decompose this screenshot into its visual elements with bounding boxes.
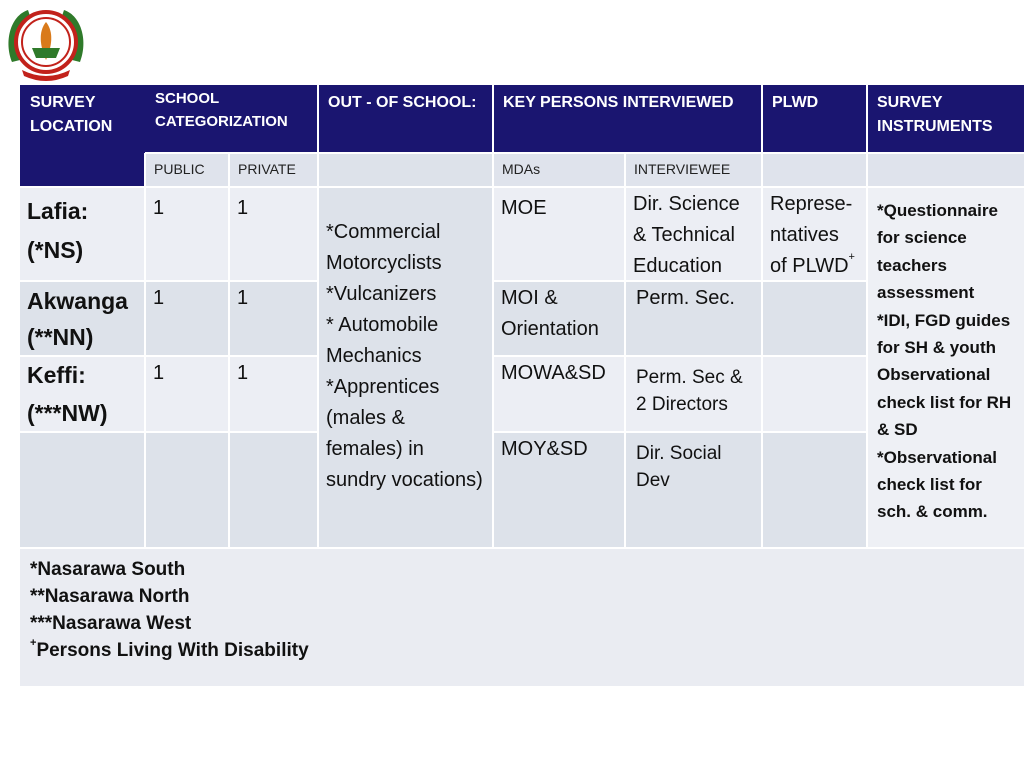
grid-line — [20, 355, 318, 357]
subheader-public-label: PUBLIC — [154, 161, 205, 177]
location-name: Keffi: — [27, 362, 86, 388]
subheader-mdas-label: MDAs — [502, 161, 541, 177]
public-count-value: 1 — [153, 287, 165, 309]
header-survey-instruments — [867, 85, 1024, 153]
grid-line — [144, 153, 146, 548]
location-name: Akwanga — [27, 288, 128, 314]
subheader-private-label: PRIVATE — [238, 161, 296, 177]
grid-line — [20, 431, 318, 433]
plwd-cell — [762, 281, 867, 356]
subheader-plwd-blank — [762, 153, 867, 187]
legend-item: *Nasarawa South — [30, 559, 186, 580]
location-name: Lafia: — [27, 198, 89, 224]
survey-instruments-cell — [867, 187, 1024, 548]
location-zone: (***NW) — [27, 400, 108, 426]
mda-cell — [493, 356, 625, 432]
out-of-school-item: *Apprentices (males & females) in sundry vocations) — [326, 376, 483, 491]
interviewee-cell — [625, 281, 762, 356]
interviewee-name: Perm. Sec. — [636, 287, 735, 309]
grid-line — [317, 85, 319, 548]
location-akwanga — [20, 281, 145, 356]
public-count — [145, 432, 229, 548]
header-key-persons-label: KEY PERSONS INTERVIEWED — [503, 94, 734, 111]
subheader-instruments-blank — [867, 153, 1024, 187]
plwd-cell — [762, 432, 867, 548]
subheader-private — [229, 153, 318, 187]
header-school-categorization — [145, 85, 318, 153]
public-count — [145, 356, 229, 432]
interviewee-name: Dir. Science & Technical Education — [633, 193, 740, 277]
plwd-cell — [762, 187, 867, 281]
out-of-school-item: * Automobile Mechanics — [326, 314, 439, 367]
location-blank — [20, 432, 145, 548]
instrument-item: *IDI, FGD guides for SH & youth — [877, 310, 1011, 358]
private-count-value: 1 — [237, 287, 249, 309]
out-of-school-item: *Vulcanizers — [326, 283, 437, 305]
grid-line — [493, 355, 867, 357]
location-zone: (**NN) — [27, 324, 94, 350]
grid-line — [20, 280, 318, 282]
header-school-categorization-label: SCHOOL CATEGORIZATION — [155, 90, 288, 130]
mda-cell — [493, 281, 625, 356]
grid-line — [492, 85, 494, 548]
mda-cell — [493, 432, 625, 548]
private-count — [229, 187, 318, 281]
instrument-item: Observational check list for RH & SD — [877, 365, 1012, 440]
header-survey-location — [20, 85, 145, 186]
interviewee-cell — [625, 187, 762, 281]
subheader-mdas — [493, 153, 625, 187]
footer-legend — [20, 548, 1024, 686]
plwd-text: Represe-ntatives of PLWD — [770, 193, 853, 277]
coat-of-arms-logo — [2, 2, 90, 84]
header-survey-location-label: SURVEY LOCATION — [30, 94, 113, 135]
private-count-value: 1 — [237, 197, 249, 219]
interviewee-cell — [625, 432, 762, 548]
grid-line — [624, 153, 626, 548]
private-count-value: 1 — [237, 362, 249, 384]
mda-name: MOE — [501, 197, 547, 219]
public-count — [145, 281, 229, 356]
legend-plus-text: Persons Living With Disability — [36, 640, 309, 661]
interviewee-cell — [625, 356, 762, 432]
legend-item: **Nasarawa North — [30, 586, 190, 607]
private-count — [229, 281, 318, 356]
header-out-of-school — [318, 85, 493, 153]
grid-line — [761, 85, 763, 548]
subheader-interviewee-label: INTERVIEWEE — [634, 161, 731, 177]
interviewee-name: Dir. Social Dev — [636, 443, 722, 491]
subheader-interviewee — [625, 153, 762, 187]
legend-item — [30, 637, 1014, 664]
location-lafia — [20, 187, 145, 281]
interviewee-name: Perm. Sec & 2 Directors — [636, 367, 743, 415]
grid-line — [493, 431, 867, 433]
mda-name: MOI & Orientation — [501, 287, 599, 340]
private-count — [229, 432, 318, 548]
header-out-of-school-label: OUT - OF SCHOOL: — [328, 94, 477, 111]
subheader-public — [145, 153, 229, 187]
out-of-school-item: *Commercial Motorcyclists — [326, 221, 442, 274]
mda-name: MOWA&SD — [501, 362, 606, 384]
out-of-school-cell — [318, 153, 493, 548]
header-plwd — [762, 85, 867, 153]
grid-line — [20, 186, 1024, 188]
grid-line — [493, 280, 867, 282]
public-count — [145, 187, 229, 281]
instrument-item: *Questionnaire for science teachers assessment — [877, 201, 998, 303]
location-zone: (*NS) — [27, 237, 84, 263]
location-keffi — [20, 356, 145, 432]
header-survey-instruments-label: SURVEY INSTRUMENTS — [877, 94, 993, 135]
mda-cell — [493, 187, 625, 281]
legend-plus-mark: + — [30, 637, 37, 649]
instrument-item: *Observational check list for sch. & comm. — [877, 447, 997, 522]
grid-line — [228, 153, 230, 548]
legend-item: ***Nasarawa West — [30, 613, 192, 634]
mda-name: MOY&SD — [501, 438, 588, 460]
private-count — [229, 356, 318, 432]
plwd-cell — [762, 356, 867, 432]
public-count-value: 1 — [153, 197, 165, 219]
plwd-mark: + — [848, 251, 855, 263]
grid-line — [866, 85, 868, 548]
header-plwd-label: PLWD — [772, 94, 819, 111]
grid-line — [145, 152, 1024, 154]
grid-line — [20, 547, 1024, 549]
header-key-persons — [493, 85, 762, 153]
public-count-value: 1 — [153, 362, 165, 384]
